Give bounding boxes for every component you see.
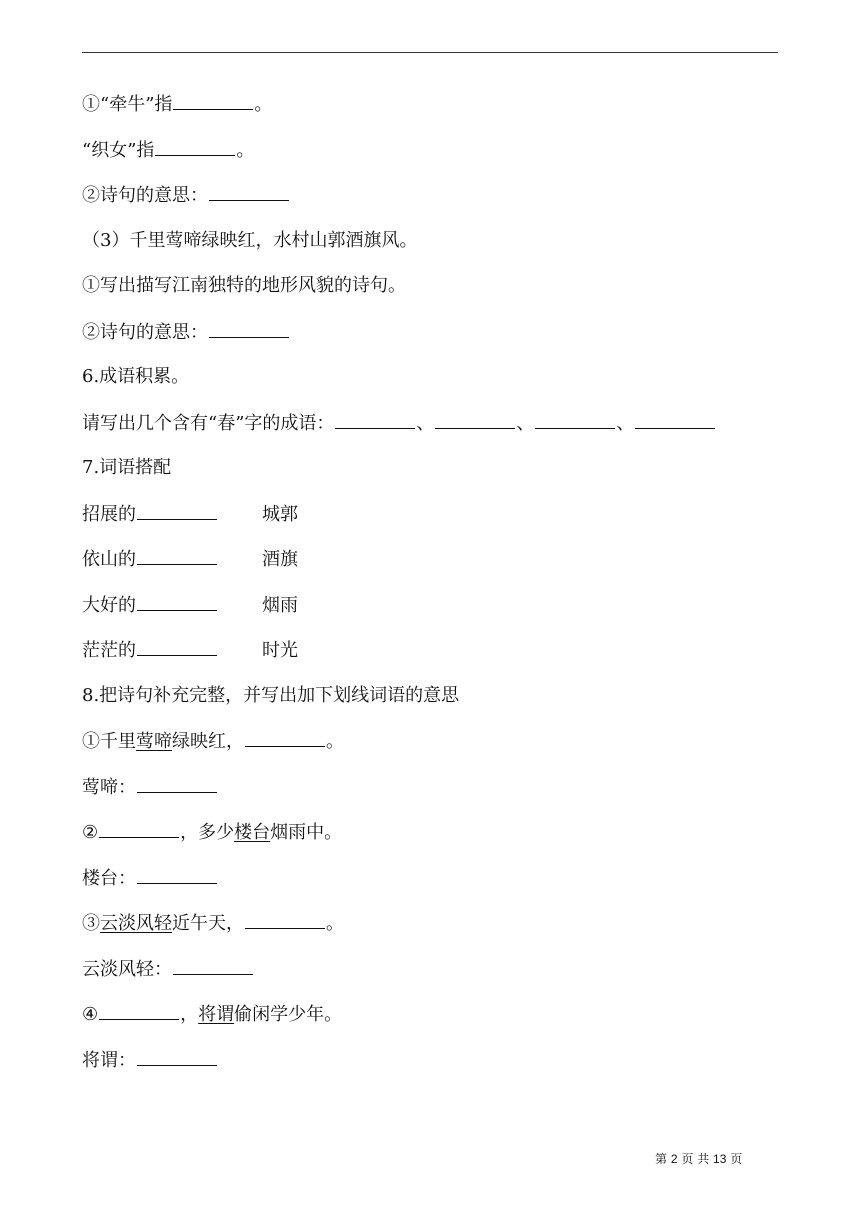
- punctuation: 。: [236, 139, 255, 161]
- question-text: 请写出几个含有“春”字的成语：: [82, 412, 335, 434]
- answer-blank[interactable]: [635, 408, 715, 429]
- footer-text: 页: [730, 1152, 743, 1166]
- question-line: [82, 1045, 782, 1091]
- answer-blank[interactable]: [99, 999, 179, 1020]
- question-line: [82, 726, 782, 772]
- match-left: 大好的: [82, 594, 136, 616]
- answer-blank[interactable]: [137, 863, 217, 884]
- match-left: 茫茫的: [82, 640, 136, 661]
- match-pair: [82, 499, 782, 545]
- match-pair: [82, 635, 782, 681]
- page-number: 2: [670, 1152, 678, 1166]
- separator: 、: [616, 412, 635, 434]
- separator: 、: [416, 412, 435, 434]
- question-text: ，: [180, 1004, 199, 1025]
- answer-blank[interactable]: [245, 908, 325, 929]
- poem-line: （3）千里莺啼绿映红，水村山郭酒旗风。: [82, 229, 418, 251]
- question-line: [82, 999, 782, 1045]
- header-rule: [82, 52, 778, 53]
- question-text: ①千里: [82, 731, 136, 752]
- question-text: ，多少: [180, 822, 235, 843]
- question-text: ②: [82, 822, 99, 843]
- answer-blank[interactable]: [137, 772, 217, 793]
- question-text: ①“牵牛”指: [82, 94, 173, 115]
- match-right: 酒旗: [262, 549, 298, 570]
- underlined-word: 将谓: [198, 1004, 235, 1025]
- answer-blank[interactable]: [435, 408, 515, 429]
- answer-blank[interactable]: [209, 180, 289, 201]
- question-line: [82, 908, 782, 954]
- match-left: 依山的: [82, 549, 136, 570]
- answer-blank[interactable]: [137, 590, 217, 611]
- separator: 、: [516, 412, 535, 434]
- section-heading: 6.成语积累。: [82, 366, 190, 387]
- match-right: 烟雨: [262, 594, 298, 616]
- question-text: 云淡风轻：: [82, 958, 172, 980]
- question-text: 烟雨中。: [270, 822, 343, 843]
- question-line: ①写出描写江南独特的地形风貌的诗句。: [82, 275, 406, 296]
- underlined-word: 莺啼: [136, 731, 172, 752]
- question-line: [82, 135, 782, 181]
- question-line: [82, 863, 782, 909]
- answer-blank[interactable]: [209, 317, 289, 338]
- underlined-word: 楼台: [234, 822, 271, 843]
- section-heading: 7.词语搭配: [82, 457, 172, 478]
- answer-blank[interactable]: [535, 408, 615, 429]
- answer-blank[interactable]: [173, 89, 253, 110]
- footer-text: 共: [697, 1152, 710, 1166]
- question-line: [82, 954, 782, 1000]
- punctuation: 。: [254, 94, 273, 115]
- answer-blank[interactable]: [245, 726, 325, 747]
- answer-blank[interactable]: [99, 817, 179, 838]
- underlined-word: 云淡风轻: [100, 913, 172, 934]
- question-text: 绿映红，: [172, 731, 244, 752]
- punctuation: 。: [326, 731, 344, 752]
- answer-blank[interactable]: [137, 499, 217, 520]
- footer-text: 第: [655, 1152, 668, 1166]
- question-text: 偷闲学少年。: [234, 1004, 343, 1025]
- answer-blank[interactable]: [335, 408, 415, 429]
- total-pages: 13: [713, 1152, 727, 1166]
- answer-blank[interactable]: [155, 135, 235, 156]
- question-text: ②诗句的意思：: [82, 185, 208, 206]
- question-text: ④: [82, 1004, 99, 1025]
- match-pair: [82, 590, 782, 636]
- question-text: 将谓：: [82, 1049, 136, 1071]
- question-text: 莺啼：: [82, 776, 136, 798]
- answer-blank[interactable]: [137, 544, 217, 565]
- question-line: [82, 772, 782, 818]
- question-line: [82, 317, 782, 363]
- answer-blank[interactable]: [137, 635, 217, 656]
- question-text: ②诗句的意思：: [82, 321, 208, 343]
- question-line: [82, 408, 782, 454]
- match-right: 时光: [262, 640, 298, 661]
- footer-text: 页: [681, 1152, 694, 1166]
- question-text: 近午天，: [172, 913, 244, 934]
- question-text: ③: [82, 913, 100, 934]
- question-text: 楼台：: [82, 867, 136, 889]
- punctuation: 。: [326, 913, 344, 934]
- question-line: [82, 89, 782, 135]
- section-heading: 8.把诗句补充完整，并写出加下划线词语的意思: [82, 684, 460, 706]
- worksheet-body: [82, 89, 782, 1090]
- question-line: [82, 817, 782, 863]
- question-text: “织女”指: [82, 139, 155, 161]
- answer-blank[interactable]: [137, 1045, 217, 1066]
- match-right: 城郭: [262, 503, 298, 525]
- match-pair: [82, 544, 782, 590]
- match-left: 招展的: [82, 503, 136, 525]
- question-line: [82, 180, 782, 226]
- answer-blank[interactable]: [173, 954, 253, 975]
